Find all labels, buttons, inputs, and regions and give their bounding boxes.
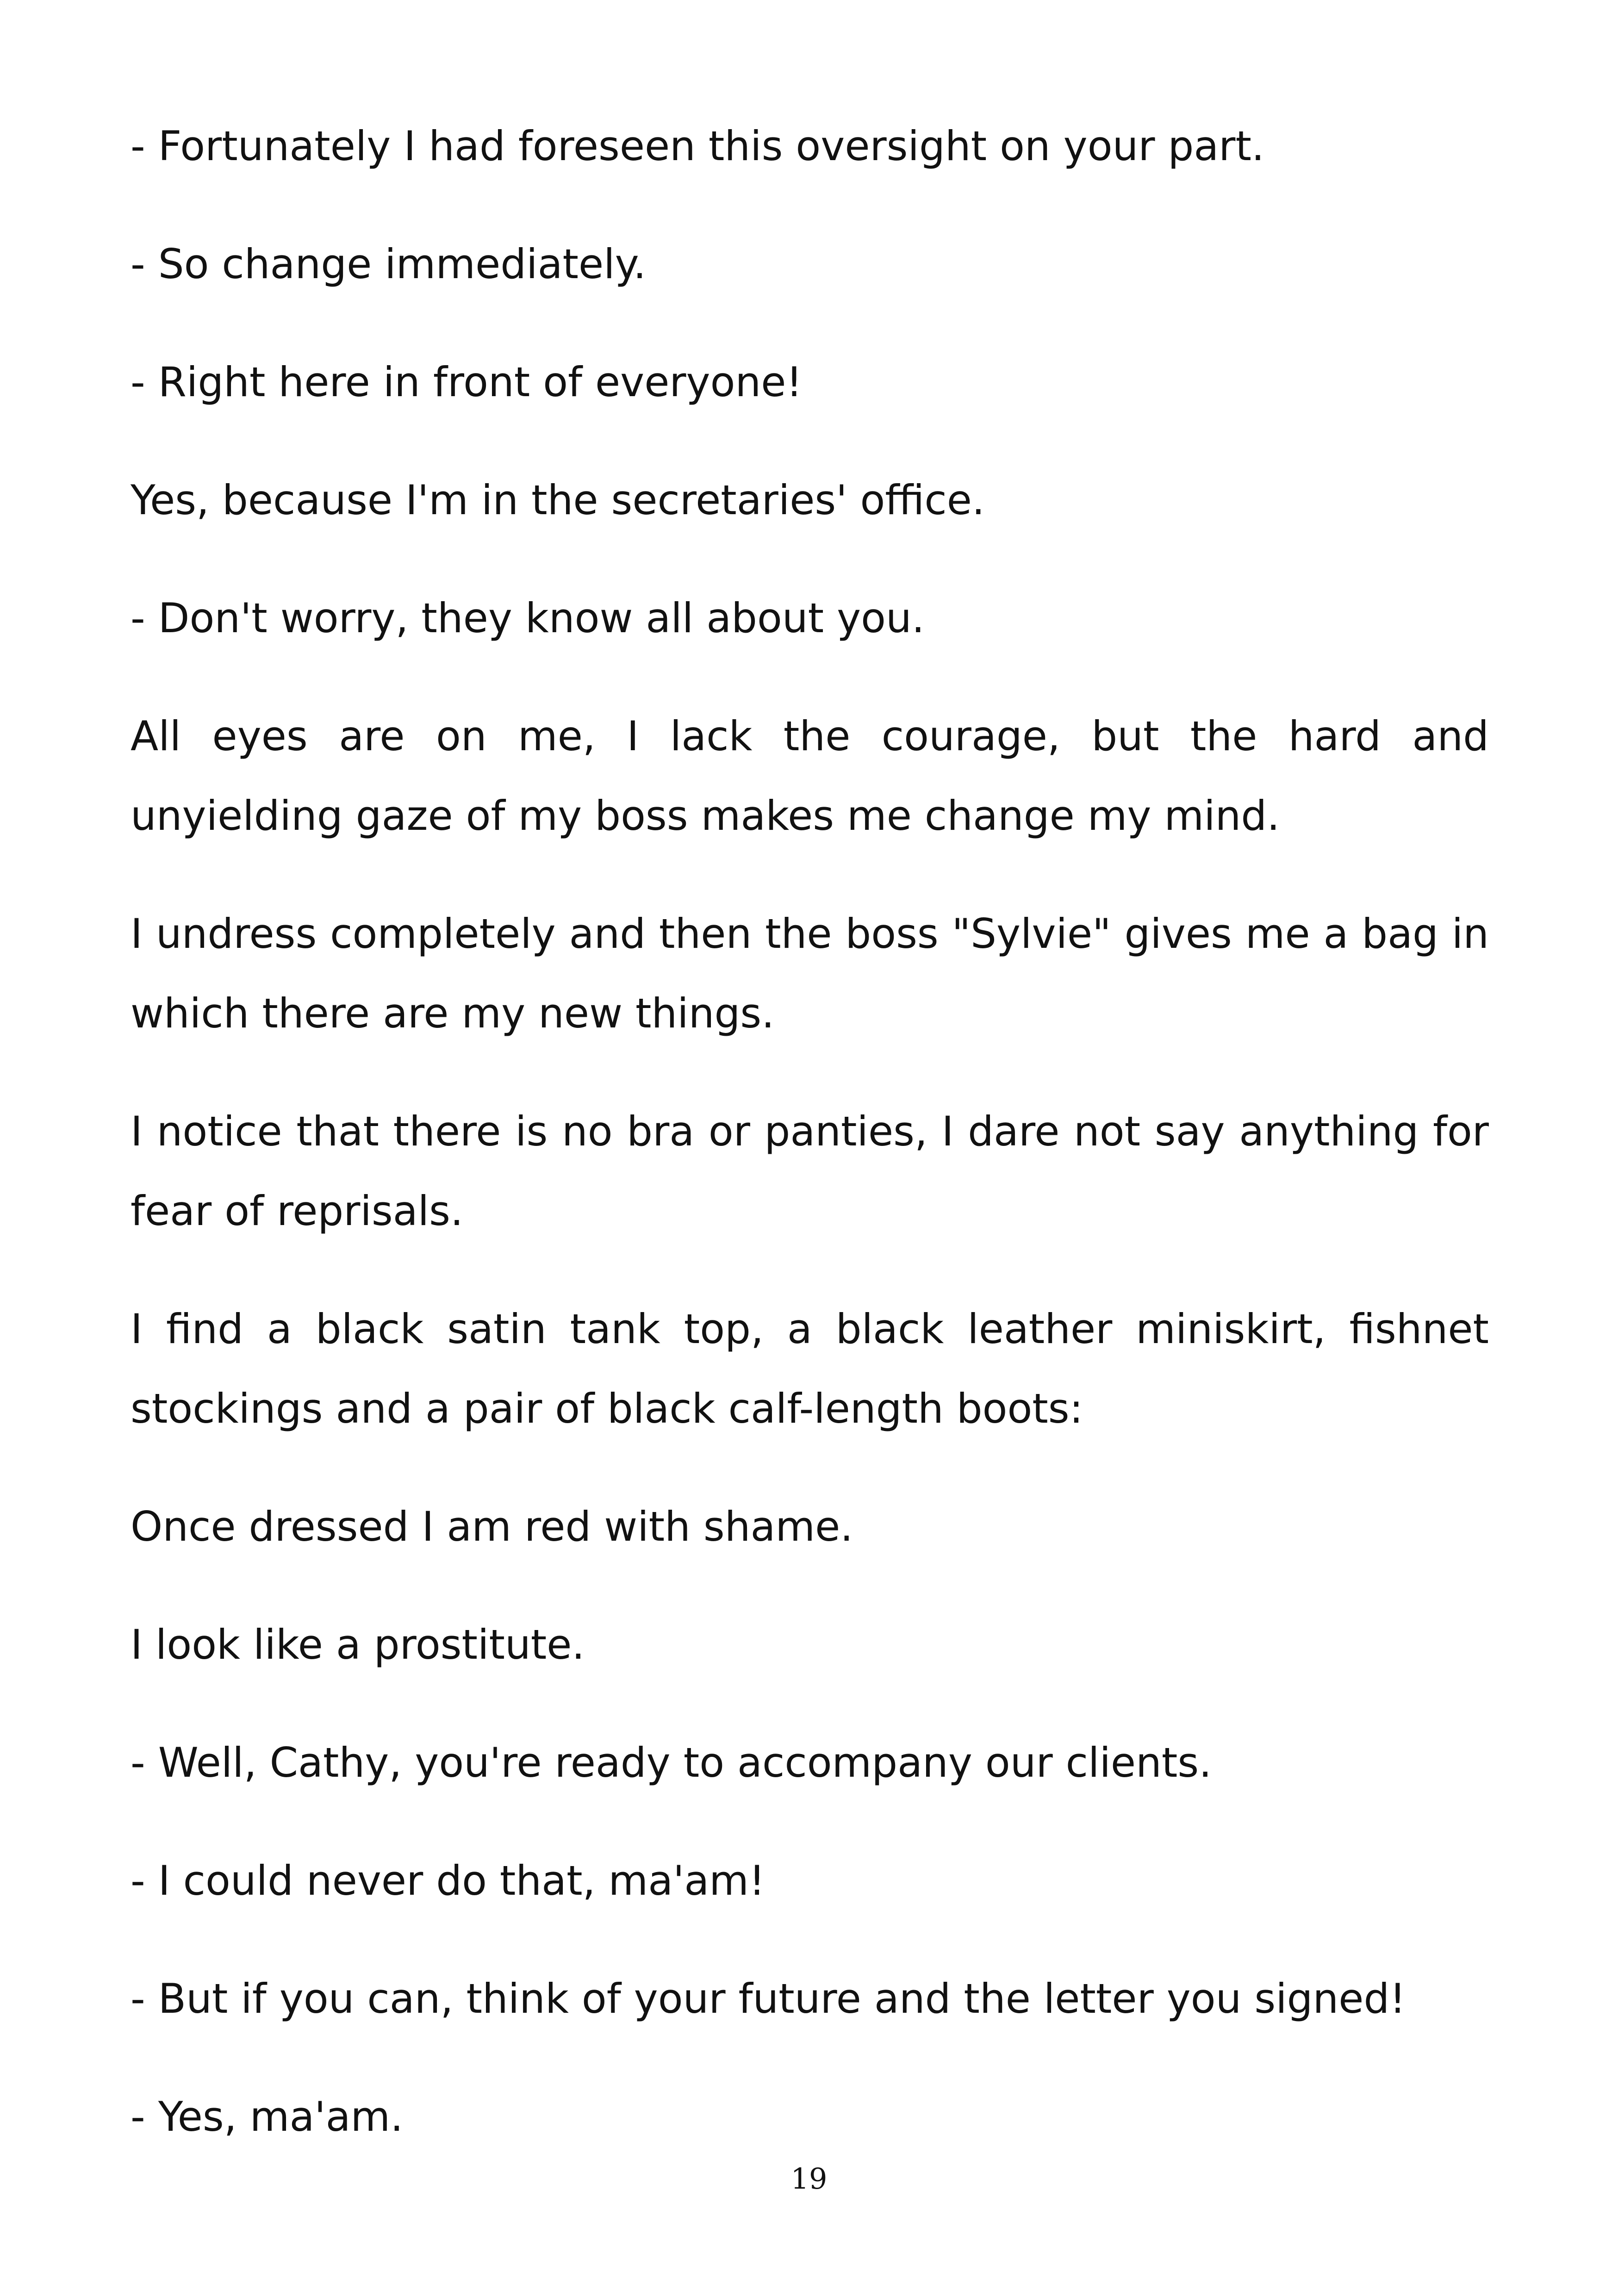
paragraph: - But if you can, think of your future and the letter you signed! <box>131 1975 1406 2022</box>
paragraph: I look like a prostitute. <box>131 1621 585 1668</box>
paragraph: - Don't worry, they know all about you. <box>131 594 925 642</box>
paragraph: Yes, because I'm in the secretaries' office. <box>131 476 985 524</box>
paragraph: - Yes, ma'am. <box>131 2093 404 2140</box>
page-number: 19 <box>790 2162 828 2196</box>
paragraph: - Fortunately I had foreseen this oversight on your part. <box>131 122 1264 170</box>
paragraph: - I could never do that, ma'am! <box>131 1857 765 1904</box>
paragraph: I find a black satin tank top, a black leather miniskirt, fishnet stockings and a pair of black calf-length boots: <box>131 1305 1489 1432</box>
text-body <box>131 106 1489 2195</box>
paragraph: - Right here in front of everyone! <box>131 358 803 406</box>
paragraph: All eyes are on me, I lack the courage, but the hard and unyielding gaze of my boss makes me change my mind. <box>131 712 1489 840</box>
paragraph: I notice that there is no bra or panties, I dare not say anything for fear of reprisals. <box>131 1108 1489 1235</box>
paragraph: - So change immediately. <box>131 240 647 288</box>
paragraph: Once dressed I am red with shame. <box>131 1503 853 1550</box>
paragraph: I undress completely and then the boss "Sylvie" gives me a bag in which there are my new things. <box>131 910 1489 1037</box>
paragraph: - Well, Cathy, you're ready to accompany our clients. <box>131 1739 1212 1786</box>
